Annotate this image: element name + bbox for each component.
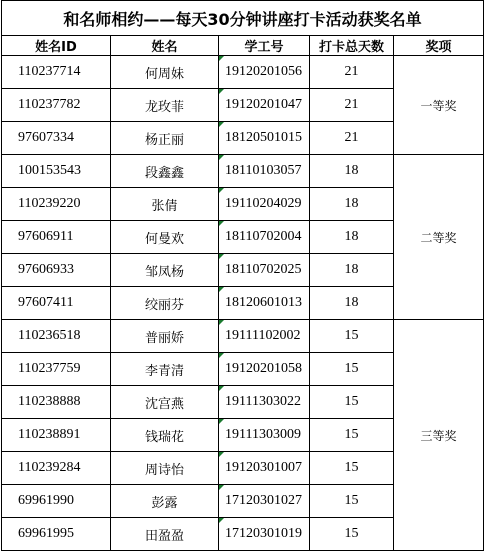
cell-name: 田盈盈 [111, 518, 219, 551]
cell-student-id-text: 19120201047 [225, 97, 302, 112]
cell-name: 龙玫菲 [111, 89, 219, 122]
cell-days: 18 [310, 188, 394, 221]
cell-student-id-text: 19120201058 [225, 361, 302, 376]
cell-student-id [219, 485, 310, 518]
cell-id: 110239220 [2, 188, 111, 221]
cell-student-id-text: 19120201056 [225, 64, 302, 79]
cell-student-id [219, 89, 310, 122]
cell-id: 110239284 [2, 452, 111, 485]
cell-name: 绞丽芬 [111, 287, 219, 320]
cell-id: 97606911 [2, 221, 111, 254]
cell-note-marker [219, 485, 224, 490]
cell-id: 69961990 [2, 485, 111, 518]
header-days: 打卡总天数 [310, 36, 394, 56]
cell-name: 张倩 [111, 188, 219, 221]
cell-days: 15 [310, 419, 394, 452]
cell-note-marker [219, 353, 224, 358]
cell-name: 李青清 [111, 353, 219, 386]
cell-id: 97607334 [2, 122, 111, 155]
cell-id: 110237759 [2, 353, 111, 386]
cell-student-id-text: 19110204029 [225, 196, 302, 211]
cell-note-marker [219, 188, 224, 193]
cell-note-marker [219, 287, 224, 292]
cell-days: 21 [310, 56, 394, 89]
cell-student-id [219, 254, 310, 287]
sheet-title: 和名师相约——每天30分钟讲座打卡活动获奖名单 [2, 1, 484, 36]
cell-days: 18 [310, 221, 394, 254]
cell-note-marker [219, 89, 224, 94]
cell-note-marker [219, 419, 224, 424]
cell-name: 沈宫燕 [111, 386, 219, 419]
cell-student-id-text: 18110702025 [225, 262, 302, 277]
cell-student-id [219, 386, 310, 419]
table-row [2, 56, 484, 89]
cell-student-id-text: 19111303022 [225, 394, 301, 409]
cell-student-id-text: 18120601013 [225, 295, 302, 310]
header-name: 姓名 [111, 36, 219, 56]
cell-days: 18 [310, 287, 394, 320]
cell-id: 110238888 [2, 386, 111, 419]
header-id: 姓名ID [2, 36, 111, 56]
title-row [2, 1, 484, 36]
cell-id: 97606933 [2, 254, 111, 287]
cell-name: 彭露 [111, 485, 219, 518]
cell-note-marker [219, 122, 224, 127]
cell-days: 18 [310, 155, 394, 188]
cell-days: 21 [310, 122, 394, 155]
cell-days: 15 [310, 386, 394, 419]
cell-note-marker [219, 452, 224, 457]
cell-student-id-text: 19111303009 [225, 427, 301, 442]
header-student-id: 学工号 [219, 36, 310, 56]
cell-id: 100153543 [2, 155, 111, 188]
cell-note-marker [219, 320, 224, 325]
cell-prize-first: 一等奖 [394, 56, 484, 155]
cell-student-id [219, 518, 310, 551]
cell-student-id-text: 18120501015 [225, 130, 302, 145]
cell-note-marker [219, 221, 224, 226]
cell-name: 段鑫鑫 [111, 155, 219, 188]
cell-name: 杨正丽 [111, 122, 219, 155]
cell-student-id [219, 56, 310, 89]
cell-name: 何曼欢 [111, 221, 219, 254]
cell-student-id [219, 155, 310, 188]
cell-note-marker [219, 518, 224, 523]
cell-student-id-text: 18110103057 [225, 163, 302, 178]
cell-days: 15 [310, 452, 394, 485]
cell-note-marker [219, 56, 224, 61]
cell-id: 110237714 [2, 56, 111, 89]
cell-name: 何周妹 [111, 56, 219, 89]
cell-name: 周诗怡 [111, 452, 219, 485]
cell-id: 69961995 [2, 518, 111, 551]
cell-id: 97607411 [2, 287, 111, 320]
cell-student-id [219, 419, 310, 452]
cell-name: 邹凤杨 [111, 254, 219, 287]
cell-id: 110236518 [2, 320, 111, 353]
cell-student-id-text: 18110702004 [225, 229, 302, 244]
cell-prize-second: 二等奖 [394, 155, 484, 320]
table-row [2, 155, 484, 188]
cell-id: 110238891 [2, 419, 111, 452]
cell-days: 15 [310, 353, 394, 386]
cell-student-id [219, 221, 310, 254]
cell-student-id [219, 188, 310, 221]
table-row [2, 320, 484, 353]
cell-name: 钱瑞花 [111, 419, 219, 452]
header-prize: 奖项 [394, 36, 484, 56]
cell-student-id-text: 17120301027 [225, 493, 302, 508]
cell-prize-third: 三等奖 [394, 320, 484, 551]
cell-student-id [219, 353, 310, 386]
cell-days: 18 [310, 254, 394, 287]
cell-id: 110237782 [2, 89, 111, 122]
cell-student-id [219, 122, 310, 155]
cell-student-id-text: 19111102002 [225, 328, 301, 343]
cell-note-marker [219, 254, 224, 259]
award-table [1, 0, 484, 551]
cell-student-id [219, 452, 310, 485]
cell-days: 21 [310, 89, 394, 122]
cell-days: 15 [310, 320, 394, 353]
cell-days: 15 [310, 518, 394, 551]
cell-student-id-text: 19120301007 [225, 460, 302, 475]
cell-name: 普丽娇 [111, 320, 219, 353]
cell-note-marker [219, 386, 224, 391]
cell-days: 15 [310, 485, 394, 518]
cell-student-id [219, 287, 310, 320]
cell-note-marker [219, 155, 224, 160]
header-row [2, 36, 484, 56]
cell-student-id-text: 17120301019 [225, 526, 302, 541]
cell-student-id [219, 320, 310, 353]
